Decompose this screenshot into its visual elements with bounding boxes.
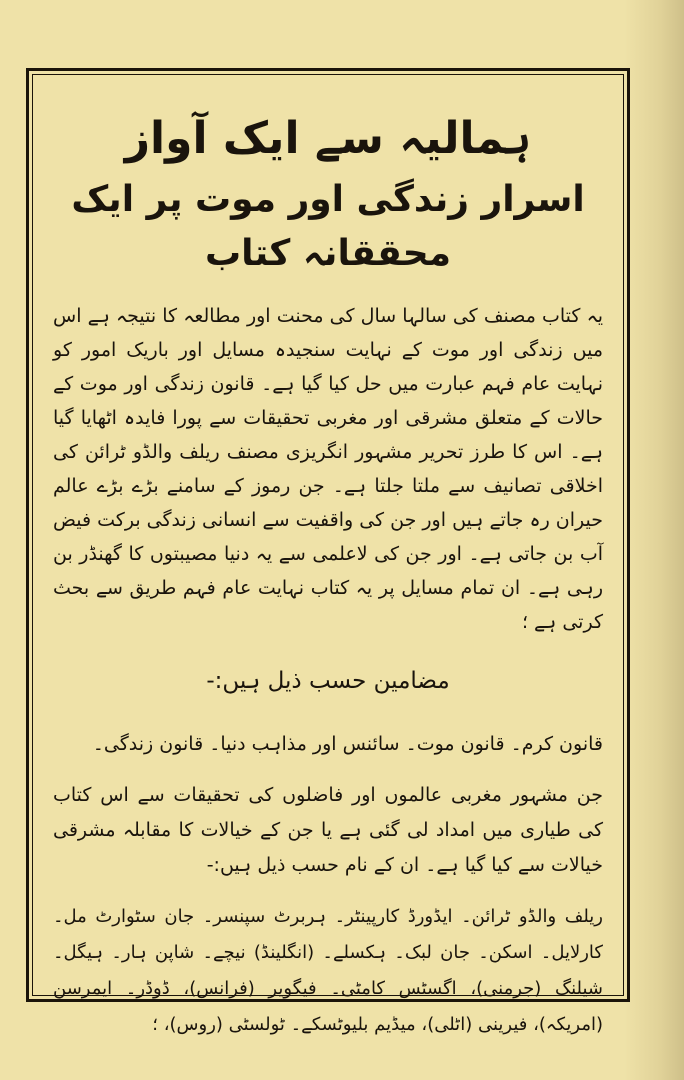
page-edge-shadow <box>624 0 684 1080</box>
topics-line: قانون کرم۔ قانون موت۔ سائنس اور مذاہب دنیا۔ قانون زندگی۔ <box>92 733 603 755</box>
page-title: ہمالیہ سے ایک آواز <box>124 113 532 164</box>
names-paragraph: ریلف والڈو ٹرائن۔ ایڈورڈ کارپینٹر۔ ہربرٹ سپنسر۔ جان سٹوارٹ مل۔ کارلایل۔ اسکن۔ جان لبک۔ ہکسلے۔ (انگلینڈ) نیچے۔ شاپن ہار۔ ہیگل۔ شیلنگ (جرمنی)، اگسٹس کامٹی۔ فیگویر (فرانس)، ڈوڈر۔ ایمرسن (امریکہ)، فیرینی (اٹلی)، میڈیم بلیوٹسکے۔ ٹولسٹی (روس)، ؛ <box>53 906 603 1035</box>
contents-heading: مضامین حسب ذیل ہیں:- <box>206 668 450 694</box>
scholars-paragraph: جن مشہور مغربی عالموں اور فاضلوں کی تحقیقات سے اس کتاب کی طیاری میں امداد لی گئی ہے یا جن کے خیالات کا مقابلہ مشرقی خیالات سے کیا گیا ہے۔ ان کے نام حسب ذیل ہیں:- <box>53 784 603 876</box>
intro-paragraph: یہ کتاب مصنف کی سالہا سال کی محنت اور مطالعہ کا نتیجہ ہے اس میں زندگی اور موت کے نہایت سنجیدہ مسایل اور باریک امور کو نہایت عام فہم عبارت میں حل کیا گیا ہے۔ قانون زندگی اور موت کے حالات کے متعلق مشرقی اور مغربی تحقیقات سے پورا فایدہ اٹھایا گیا ہے۔ اس کا طرز تحریر مشہور انگریزی مصنف ریلف والڈو ٹرائن کی اخلاقی تصانیف سے ملتا جلتا ہے۔ جن رموز کے سامنے بڑے بڑے عالم حیران رہ جاتے ہیں اور جن کی واقفیت سے انسانی زندگی برکت فیض آب بن جاتی ہے۔ اور جن کی لاعلمی سے یہ دنیا مصیبتوں کا گھنڈر بن رہی ہے۔ ان تمام مسایل پر یہ کتاب نہایت عام فہم طریق سے بحث کرتی ہے ؛ <box>53 305 603 633</box>
page-subtitle: اسرار زندگی اور موت پر ایک محققانہ کتاب <box>71 179 585 274</box>
content-frame <box>32 74 624 1035</box>
